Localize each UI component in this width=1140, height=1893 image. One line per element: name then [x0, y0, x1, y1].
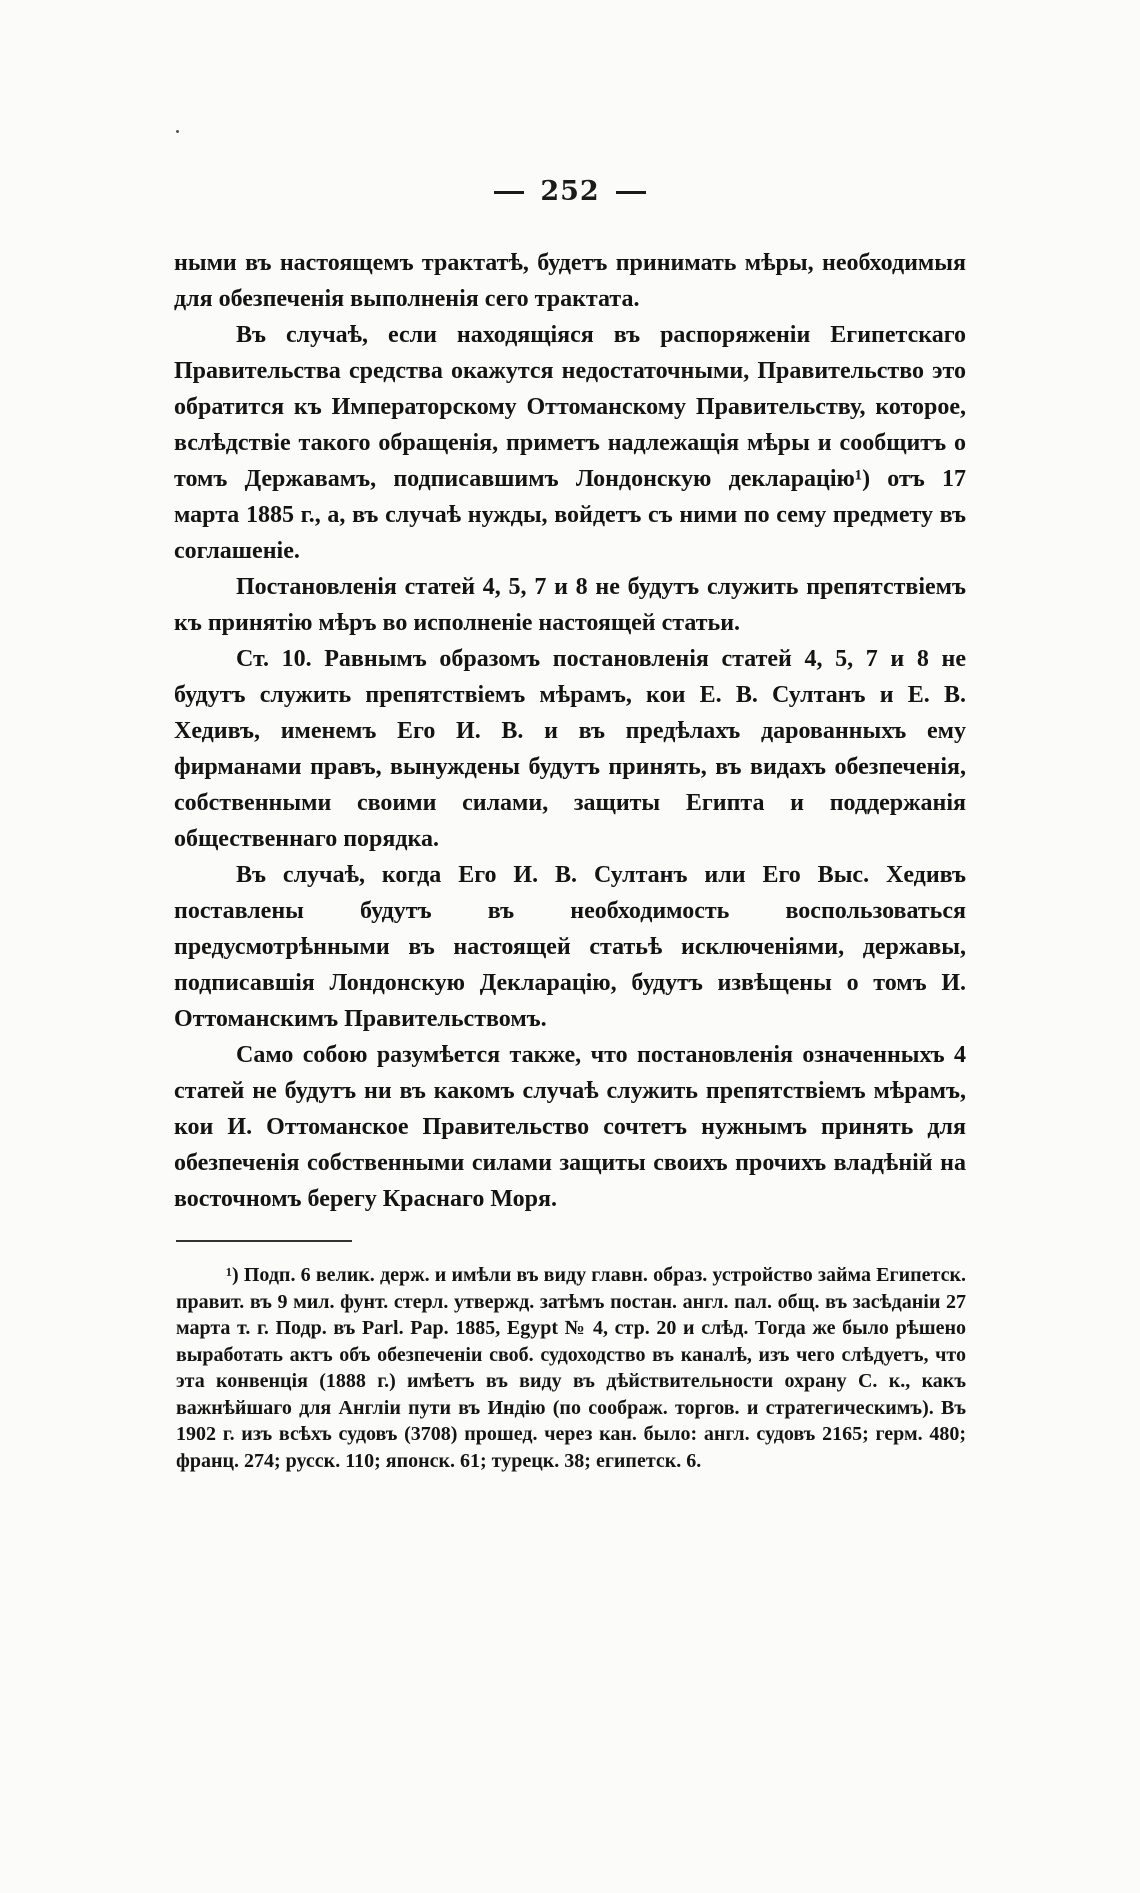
footnote-separator: [176, 1240, 352, 1242]
page-number: 252: [540, 176, 600, 207]
paragraph: Постановленія статей 4, 5, 7 и 8 не будутъ служить препятствіемъ къ принятію мѣръ во исполненіе настоящей статьи.: [174, 574, 966, 636]
footnote: [176, 1262, 966, 1474]
right-dash: [616, 191, 646, 194]
left-dash: [494, 191, 524, 194]
speck: [176, 130, 179, 133]
paragraph: Въ случаѣ, когда Его И. В. Султанъ или Его Выс. Хедивъ поставлены будутъ въ необходимость воспользоваться предусмотрѣнными въ настоящей статьѣ исключеніями, державы, подписавшія Лондонскую Декларацію, будутъ извѣщены о томъ И. Оттоманскимъ Правительствомъ.: [174, 862, 966, 1032]
article-10-paragraph: Ст. 10. Равнымъ образомъ постановленія статей 4, 5, 7 и 8 не будутъ служить препятствіемъ мѣрамъ, кои Е. В. Султанъ и Е. В. Хедивъ, именемъ Его И. В. и въ предѣлахъ дарованныхъ ему фирманами правъ, вынуждены будутъ принять, въ видахъ обезпеченія, собственными своими силами, защиты Египта и поддержанія общественнаго порядка.: [174, 646, 966, 852]
main-text: [174, 245, 966, 1217]
paragraph: Въ случаѣ, если находящіяся въ распоряженіи Египетскаго Правительства средства окажутся недостаточными, Правительство это обратится къ Императорскому Оттоманскому Правительству, которое, вслѣдствіе такого обращенія, приметъ надлежащія мѣры и сообщитъ о томъ Державамъ, подписавшимъ Лондонскую декларацію¹) отъ 17 марта 1885 г., а, въ случаѣ нужды, войдетъ съ ними по сему предмету въ соглашеніе.: [174, 322, 966, 564]
paragraph: Само собою разумѣется также, что постановленія означенныхъ 4 статей не будутъ ни въ какомъ случаѣ служить препятствіемъ мѣрамъ, кои И. Оттоманское Правительство сочтетъ нужнымъ принять для обезпеченія собственными силами защиты своихъ прочихъ владѣній на восточномъ берегу Краснаго Моря.: [174, 1042, 966, 1212]
footnote-text: ¹) Подп. 6 велик. держ. и имѣли въ виду главн. образ. устройство займа Египетск. правит. въ 9 мил. фунт. стерл. утвержд. затѣмъ постан. англ. пал. общ. въ засѣданіи 27 марта т. г. Подр. въ Parl. Pap. 1885, Egypt № 4, стр. 20 и слѣд. Тогда же было рѣшено выработать актъ объ обезпеченіи своб. судоходство въ каналѣ, изъ чего слѣдуетъ, что эта конвенція (1888 г.) имѣетъ въ виду въ дѣйствительности охрану С. к., какъ важнѣйшаго для Англіи пути въ Индію (по соображ. торгов. и стратегическимъ). Въ 1902 г. изъ всѣхъ судовъ (3708) прошед. через кан. было: англ. судовъ 2165; герм. 480; франц. 274; русск. 110; японск. 61; турецк. 38; египетск. 6.: [176, 1264, 966, 1472]
page-number-header: [0, 176, 1140, 207]
paragraph-continuation: ными въ настоящемъ трактатѣ, будетъ принимать мѣры, необходимыя для обезпеченія выполненія сего трактата.: [174, 250, 966, 312]
